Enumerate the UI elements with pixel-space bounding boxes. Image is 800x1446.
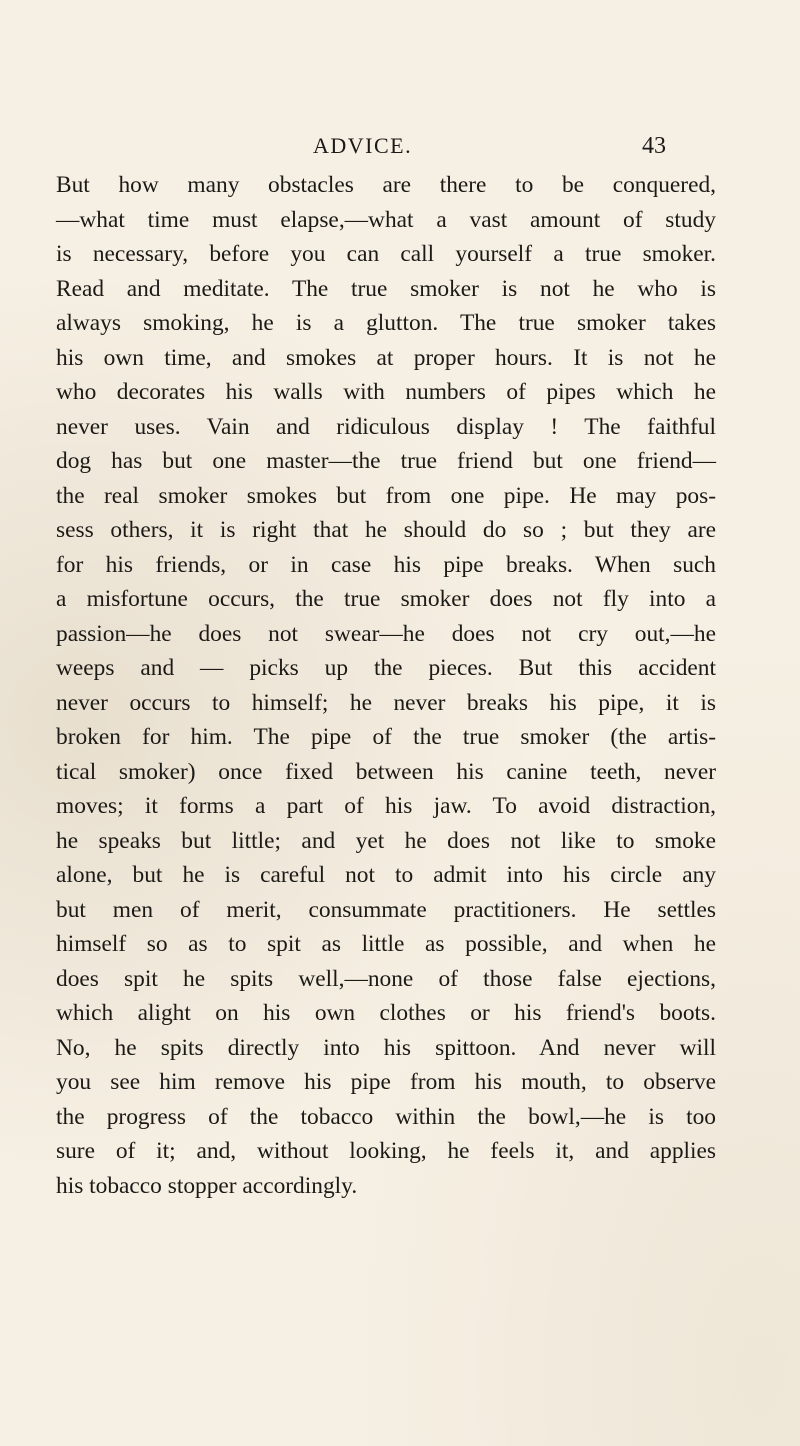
text-line: his own time, and smokes at proper hours. It is not he bbox=[56, 344, 716, 371]
text-line: alone, but he is careful not to admit into his circle any bbox=[56, 862, 716, 888]
text-line: No, he spits directly into his spittoon. And never will bbox=[56, 1034, 716, 1061]
text-line-last: his tobacco stopper accordingly. bbox=[56, 1172, 358, 1199]
text-line: himself so as to spit as little as possible, and when he bbox=[56, 931, 716, 957]
text-line: never uses. Vain and ridiculous display ! The faithful bbox=[56, 413, 716, 440]
text-line: never occurs to himself; he never breaks his pipe, it is bbox=[56, 689, 716, 716]
text-line: does spit he spits well,—none of those false ejections, bbox=[56, 965, 716, 992]
text-line: is necessary, before you can call yourself a true smoker. bbox=[56, 241, 716, 267]
text-line: the progress of the tobacco within the bowl,—he is too bbox=[56, 1103, 716, 1130]
text-line: Read and meditate. The true smoker is not he who is bbox=[56, 275, 716, 302]
text-line: he speaks but little; and yet he does not like to smoke bbox=[56, 827, 716, 854]
running-head: ADVICE. bbox=[313, 133, 413, 158]
text-line: dog has but one master—the true friend but one friend— bbox=[56, 448, 716, 474]
text-line: which alight on his own clothes or his friend's boots. bbox=[56, 1000, 716, 1026]
text-line: But how many obstacles are there to be conquered, bbox=[56, 172, 716, 198]
text-line: —what time must elapse,—what a vast amount of study bbox=[56, 206, 716, 233]
body-paragraph bbox=[56, 168, 716, 1203]
text-line: sure of it; and, without looking, he feels it, and applies bbox=[56, 1138, 716, 1164]
text-line: the real smoker smokes but from one pipe. He may pos- bbox=[56, 482, 716, 509]
text-line: passion—he does not swear—he does not cry out,—he bbox=[56, 620, 716, 647]
text-line: always smoking, he is a glutton. The true smoker takes bbox=[56, 310, 716, 336]
text-line: a misfortune occurs, the true smoker does not fly into a bbox=[56, 586, 716, 612]
text-line: broken for him. The pipe of the true smoker (the artis- bbox=[56, 724, 716, 750]
text-line: but men of merit, consummate practitioners. He settles bbox=[56, 896, 716, 923]
text-line: you see him remove his pipe from his mouth, to observe bbox=[56, 1069, 716, 1095]
text-line: who decorates his walls with numbers of pipes which he bbox=[56, 379, 716, 405]
text-line: sess others, it is right that he should do so ; but they are bbox=[56, 517, 716, 543]
text-line: weeps and — picks up the pieces. But this accident bbox=[56, 655, 716, 681]
text-line: for his friends, or in case his pipe breaks. When such bbox=[56, 551, 716, 578]
text-line: tical smoker) once fixed between his canine teeth, never bbox=[56, 758, 716, 785]
text-line: moves; it forms a part of his jaw. To avoid distraction, bbox=[56, 793, 716, 819]
page-number: 43 bbox=[642, 133, 666, 159]
page-header bbox=[0, 133, 800, 163]
